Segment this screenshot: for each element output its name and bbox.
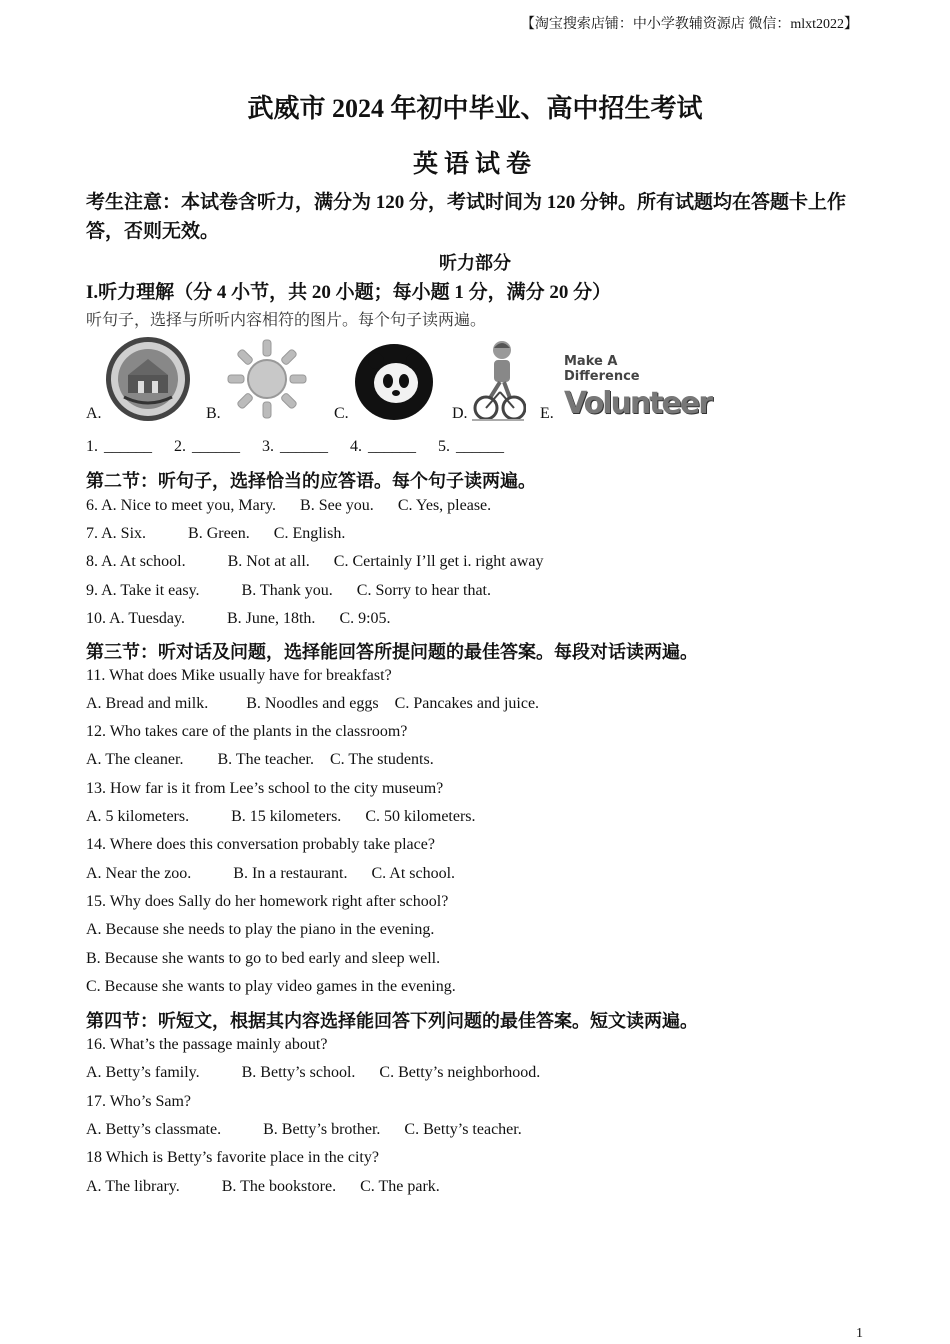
blank-2: 2. ______ (174, 438, 240, 455)
q14-option-a: A. Near the zoo. (86, 865, 192, 882)
q14-option-b: B. In a restaurant. (233, 865, 348, 882)
q16-option-c: C. Betty’s neighborhood. (379, 1064, 541, 1081)
q16-option-b: B. Betty’s school. (241, 1064, 356, 1081)
answers-14 (86, 865, 455, 883)
q13-option-c: C. 50 kilometers. (365, 808, 476, 825)
answers-17 (86, 1121, 522, 1139)
section3-title: 第三节：听对话及问题，选择能回答所提问题的最佳答案。每段对话读两遍。 (86, 642, 698, 662)
question-9 (86, 582, 491, 600)
answer-blanks (86, 438, 504, 456)
q6-option-a: 6. A. Nice to meet you, Mary. (86, 497, 277, 514)
q12-option-c: C. The students. (330, 751, 434, 768)
answers-16 (86, 1064, 540, 1082)
q13-option-b: B. 15 kilometers. (231, 808, 342, 825)
q14-option-c: C. At school. (371, 865, 456, 882)
question-8 (86, 553, 544, 571)
answers-12 (86, 751, 434, 769)
pic-label-e: E. (540, 405, 554, 422)
q7-option-b: B. Green. (188, 525, 250, 542)
question-14: 14. Where does this conversation probably take place? (86, 836, 435, 853)
blank-3: 3. ______ (262, 438, 328, 455)
question-18: 18 Which is Betty’s favorite place in the city? (86, 1149, 379, 1166)
question-6 (86, 497, 491, 515)
page-number: 1 (856, 1326, 863, 1341)
q16-option-a: A. Betty’s family. (86, 1064, 200, 1081)
pic-label-c: C. (334, 405, 349, 422)
answers-18 (86, 1178, 440, 1196)
blank-5: 5. ______ (438, 438, 504, 455)
question-15: 15. Why does Sally do her homework right after school? (86, 893, 449, 910)
page-header: 【淘宝搜索店铺：中小学教辅资源店 微信：mlxt2022】 (520, 17, 858, 32)
q18-option-a: A. The library. (86, 1178, 180, 1195)
volunteer-word: Volunteer (564, 386, 712, 421)
q8-option-a: 8. A. At school. (86, 553, 186, 570)
q9-option-c: C. Sorry to hear that. (356, 582, 491, 599)
pic-label-d: D. (452, 405, 468, 422)
q17-option-b: B. Betty’s brother. (263, 1121, 381, 1138)
q10-option-b: B. June, 18th. (226, 610, 316, 627)
question-10 (86, 610, 391, 628)
section1-title: I.听力理解（分 4 小节，共 20 小题；每小题 1 分，满分 20 分） (86, 282, 612, 303)
q10-option-c: C. 9:05. (339, 610, 391, 627)
q10-option-a: 10. A. Tuesday. (86, 610, 185, 627)
question-11: 11. What does Mike usually have for breakfast? (86, 667, 392, 684)
answers-13 (86, 808, 476, 826)
pic-label-a: A. (86, 405, 102, 422)
exam-title: 武威市 2024 年初中毕业、高中招生考试 (247, 94, 703, 123)
q6-option-b: B. See you. (300, 497, 374, 514)
q12-option-a: A. The cleaner. (86, 751, 184, 768)
sun-image (226, 338, 308, 420)
q12-option-b: B. The teacher. (217, 751, 314, 768)
q8-option-c: C. Certainly I’ll get i. right away (333, 553, 544, 570)
question-16: 16. What’s the passage mainly about? (86, 1036, 328, 1053)
q18-option-b: B. The bookstore. (221, 1178, 337, 1195)
question-13: 13. How far is it from Lee’s school to the city museum? (86, 780, 444, 797)
q6-option-c: C. Yes, please. (397, 497, 492, 514)
q7-option-a: 7. A. Six. (86, 525, 147, 542)
exam-notice: 考生注意：本试卷含听力，满分为 120 分，考试时间为 120 分钟。所有试题均在答题卡上作答，否则无效。 (86, 192, 847, 242)
q18-option-c: C. The park. (360, 1178, 440, 1195)
pic-label-b: B. (206, 405, 221, 422)
emblem-image (104, 335, 192, 423)
q17-option-a: A. Betty’s classmate. (86, 1121, 222, 1138)
volunteer-image (564, 354, 712, 421)
q11-option-b: B. Noodles and eggs (246, 695, 379, 712)
blank-4: 4. ______ (350, 438, 416, 455)
q11-option-a: A. Bread and milk. (86, 695, 209, 712)
section1-instruction: 听句子，选择与所听内容相符的图片。每个句子读两遍。 (86, 312, 487, 329)
q8-option-b: B. Not at all. (227, 553, 310, 570)
q13-option-a: A. 5 kilometers. (86, 808, 190, 825)
q7-option-c: C. English. (273, 525, 346, 542)
cyclist-image (470, 338, 526, 422)
q11-option-c: C. Pancakes and juice. (394, 695, 540, 712)
q9-option-b: B. Thank you. (241, 582, 333, 599)
part-title: 听力部分 (439, 253, 511, 273)
blank-1: 1. ______ (86, 438, 152, 455)
question-7 (86, 525, 345, 543)
section2-title: 第二节：听句子，选择恰当的应答语。每个句子读两遍。 (86, 471, 536, 491)
panda-image (354, 343, 434, 421)
volunteer-tagline: Make A Difference (564, 354, 640, 384)
question-17: 17. Who’s Sam? (86, 1093, 192, 1110)
exam-subtitle: 英语试卷 (412, 151, 537, 178)
q9-option-a: 9. A. Take it easy. (86, 582, 200, 599)
question-12: 12. Who takes care of the plants in the classroom? (86, 723, 408, 740)
section4-title: 第四节：听短文，根据其内容选择能回答下列问题的最佳答案。短文读两遍。 (86, 1011, 698, 1031)
q15-option-a: A. Because she needs to play the piano in the evening. (86, 921, 435, 938)
q15-option-b: B. Because she wants to go to bed early and sleep well. (86, 950, 441, 967)
q17-option-c: C. Betty’s teacher. (404, 1121, 522, 1138)
q15-option-c: C. Because she wants to play video games in the evening. (86, 978, 456, 995)
answers-11 (86, 695, 539, 713)
